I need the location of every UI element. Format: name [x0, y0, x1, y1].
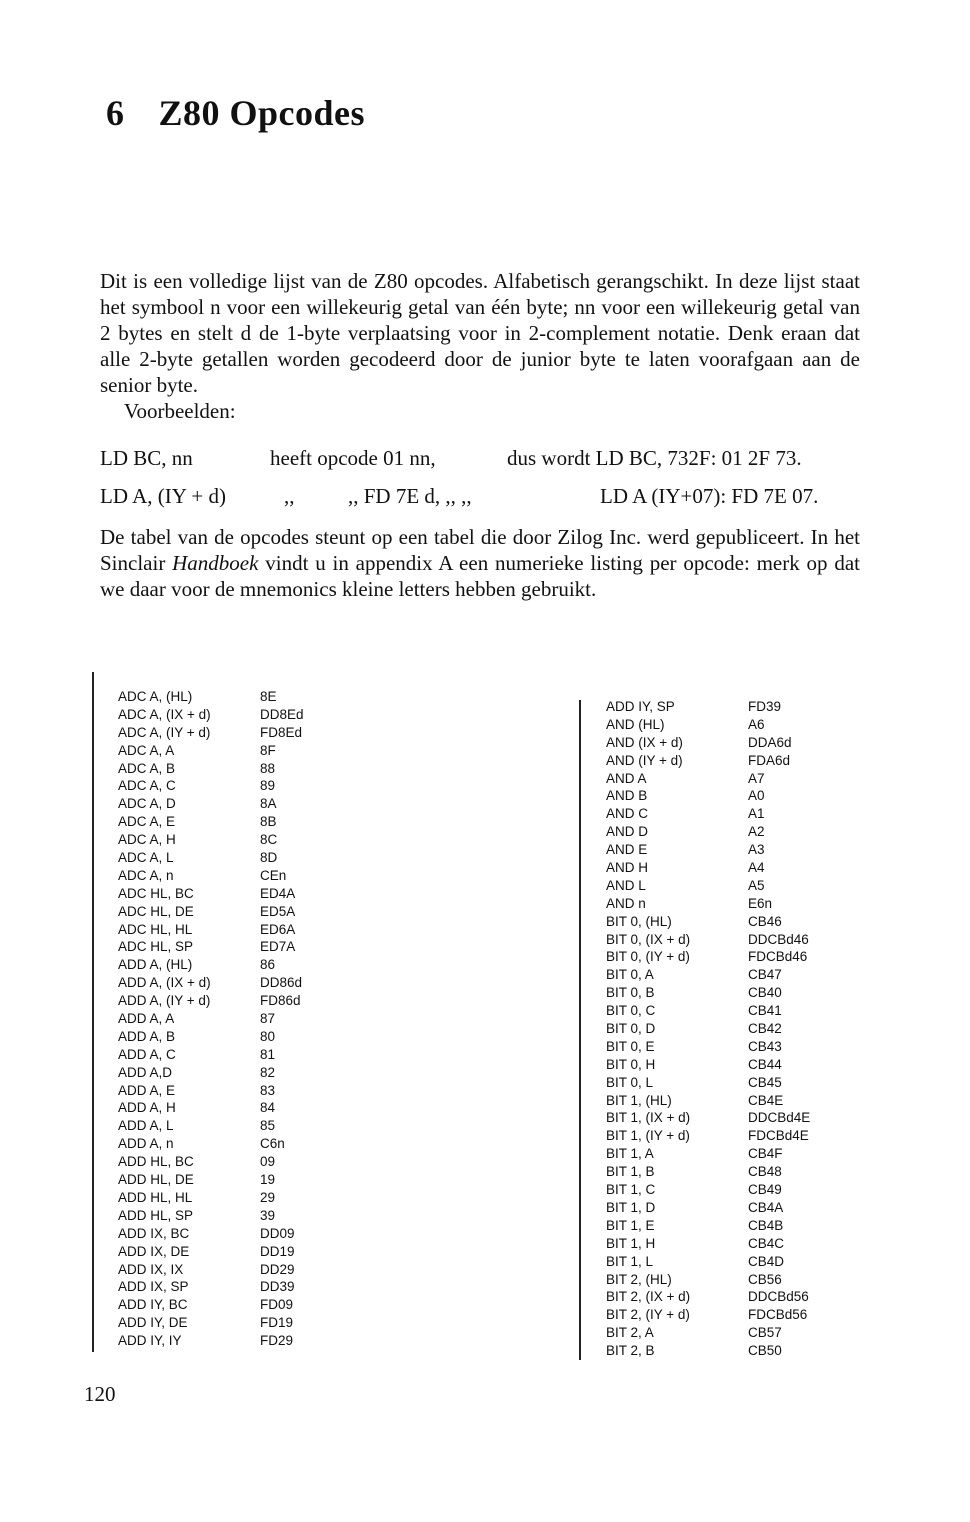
opcode-hex: 85 — [260, 1118, 276, 1134]
opcode-hex: E6n — [748, 895, 773, 911]
opcode-row — [118, 921, 304, 939]
opcode-hex: CB45 — [748, 1074, 782, 1090]
outro-paragraph — [100, 524, 860, 602]
example-instruction: LD A, (IY + d) — [100, 484, 226, 508]
opcode-row — [118, 760, 304, 778]
opcode-row — [118, 831, 304, 849]
opcode-row — [606, 1181, 810, 1199]
opcode-row — [118, 974, 304, 992]
opcode-hex: CB4D — [748, 1253, 785, 1269]
opcode-hex: CB4B — [748, 1217, 784, 1233]
opcode-mnemonic: ADD A, E — [118, 1082, 176, 1098]
opcode-row — [118, 849, 304, 867]
opcode-hex: FD86d — [260, 993, 301, 1009]
opcode-mnemonic: ADC A, A — [118, 742, 175, 758]
opcode-hex: FD29 — [260, 1333, 294, 1349]
opcode-mnemonic: ADD IX, SP — [118, 1279, 189, 1295]
chapter-title — [106, 92, 365, 134]
opcode-hex: CB4F — [748, 1146, 783, 1162]
opcode-row — [118, 1189, 304, 1207]
opcode-mnemonic: ADC HL, SP — [118, 939, 194, 955]
opcode-mnemonic: BIT 1, A — [606, 1146, 654, 1162]
opcode-hex: DD39 — [260, 1279, 295, 1295]
opcode-mnemonic: AND D — [606, 824, 649, 840]
opcode-row — [118, 1064, 304, 1082]
opcode-mnemonic: ADC A, (HL) — [118, 689, 193, 704]
opcode-hex: 19 — [260, 1172, 276, 1188]
opcode-hex: A7 — [748, 770, 765, 786]
opcode-hex: 39 — [260, 1207, 276, 1223]
opcode-hex: 83 — [260, 1082, 276, 1098]
opcode-mnemonic: ADD A, n — [118, 1136, 174, 1152]
opcode-row — [606, 1271, 810, 1289]
opcode-hex: CB4C — [748, 1235, 785, 1251]
opcode-mnemonic: BIT 1, L — [606, 1253, 654, 1269]
opcode-mnemonic: ADC HL, BC — [118, 885, 194, 901]
opcode-list-right — [606, 698, 810, 1360]
opcode-mnemonic: ADC HL, DE — [118, 903, 194, 919]
opcode-mnemonic: BIT 1, (IX + d) — [606, 1110, 691, 1126]
opcode-mnemonic: AND (IY + d) — [606, 752, 683, 768]
opcode-mnemonic: AND (HL) — [606, 716, 665, 732]
opcode-hex: 82 — [260, 1064, 276, 1080]
opcode-row — [118, 795, 304, 813]
opcode-row — [606, 859, 810, 877]
opcode-row — [118, 903, 304, 921]
opcode-hex: A0 — [748, 788, 765, 804]
opcode-mnemonic: ADD IY, DE — [118, 1315, 188, 1331]
examples-label: Voorbeelden: — [124, 399, 236, 423]
opcode-hex: ED6A — [260, 921, 296, 937]
opcode-mnemonic: ADC A, n — [118, 867, 174, 883]
opcode-mnemonic: ADC A, C — [118, 778, 176, 794]
opcode-mnemonic: ADC A, D — [118, 796, 176, 812]
opcode-row — [606, 1074, 810, 1092]
opcode-row — [118, 724, 304, 742]
opcode-hex: 8E — [260, 689, 277, 704]
opcode-row — [606, 770, 810, 788]
opcode-mnemonic: ADD A,D — [118, 1064, 173, 1080]
opcode-mnemonic: BIT 0, H — [606, 1056, 656, 1072]
opcode-mnemonic: ADD A, (IX + d) — [118, 975, 211, 991]
chapter-number: 6 — [106, 93, 125, 133]
opcode-hex: ED4A — [260, 885, 296, 901]
opcode-hex: 80 — [260, 1028, 276, 1044]
opcode-hex: DDA6d — [748, 734, 792, 750]
opcode-row — [606, 984, 810, 1002]
opcode-hex: CB44 — [748, 1056, 782, 1072]
opcode-row — [606, 1056, 810, 1074]
outro-text: De tabel van de opcodes steunt op een tabel die door Zilog Inc. werd gepubliceert. In het Sinclair — [100, 525, 860, 575]
opcode-row — [606, 787, 810, 805]
opcode-hex: CB41 — [748, 1003, 782, 1019]
opcode-row — [118, 1207, 304, 1225]
opcode-row — [606, 1092, 810, 1110]
opcode-hex: 87 — [260, 1011, 276, 1027]
chapter-title-text: Z80 Opcodes — [158, 93, 366, 133]
opcode-mnemonic: ADD IY, IY — [118, 1333, 182, 1349]
opcode-mnemonic: ADC HL, HL — [118, 921, 193, 937]
opcode-row — [606, 1002, 810, 1020]
opcode-row — [606, 1342, 810, 1360]
opcode-hex: FDCBd4E — [748, 1128, 809, 1144]
opcode-mnemonic: ADC A, L — [118, 850, 174, 866]
opcode-row — [606, 841, 810, 859]
opcode-mnemonic: AND C — [606, 806, 649, 822]
opcode-hex: CB40 — [748, 985, 782, 1001]
opcode-row — [606, 698, 810, 716]
opcode-mnemonic: AND A — [606, 770, 647, 786]
opcode-mnemonic: ADD HL, BC — [118, 1154, 194, 1170]
opcode-mnemonic: ADD HL, SP — [118, 1207, 194, 1223]
opcode-row — [606, 805, 810, 823]
opcode-hex: CB48 — [748, 1164, 782, 1180]
opcode-hex: CB47 — [748, 967, 782, 983]
opcode-mnemonic: BIT 0, E — [606, 1038, 655, 1054]
example-description: heeft opcode 01 nn, — [270, 446, 436, 470]
opcode-mnemonic: BIT 0, L — [606, 1074, 654, 1090]
opcode-mnemonic: AND H — [606, 860, 649, 876]
example-row-2 — [100, 484, 862, 512]
opcode-hex: A5 — [748, 877, 765, 893]
opcode-row — [118, 1028, 304, 1046]
opcode-hex: FDA6d — [748, 752, 791, 768]
opcode-row — [118, 1314, 304, 1332]
opcode-hex: CB43 — [748, 1038, 782, 1054]
opcode-hex: C6n — [260, 1136, 285, 1152]
opcode-hex: DD19 — [260, 1243, 295, 1259]
opcode-row — [118, 867, 304, 885]
opcode-mnemonic: AND (IX + d) — [606, 734, 683, 750]
opcode-hex: A6 — [748, 716, 765, 732]
opcode-mnemonic: ADD A, B — [118, 1028, 176, 1044]
opcode-mnemonic: BIT 1, B — [606, 1164, 655, 1180]
opcode-hex: 81 — [260, 1046, 276, 1062]
opcode-hex: 8A — [260, 796, 277, 812]
opcode-hex: FDCBd46 — [748, 949, 808, 965]
opcode-row — [118, 938, 304, 956]
opcode-hex: 8C — [260, 832, 278, 848]
opcode-mnemonic: BIT 0, B — [606, 985, 655, 1001]
opcode-hex: CB4E — [748, 1092, 784, 1108]
example-instruction: LD BC, nn — [100, 446, 193, 470]
opcode-mnemonic: ADD A, C — [118, 1046, 176, 1062]
opcode-row — [118, 688, 304, 706]
opcode-mnemonic: BIT 0, (IX + d) — [606, 931, 691, 947]
opcode-mnemonic: BIT 2, B — [606, 1343, 655, 1359]
opcode-row — [606, 1199, 810, 1217]
opcode-hex: FD39 — [748, 699, 782, 714]
opcode-row — [606, 752, 810, 770]
example-result: dus wordt LD BC, 732F: 01 2F 73. — [507, 446, 802, 470]
opcode-row — [606, 716, 810, 734]
opcode-hex: CB57 — [748, 1325, 782, 1341]
opcode-row — [118, 777, 304, 795]
opcode-hex: 84 — [260, 1100, 276, 1116]
opcode-mnemonic: ADC A, (IY + d) — [118, 724, 211, 740]
opcode-row — [606, 1109, 810, 1127]
opcode-row — [606, 823, 810, 841]
opcode-mnemonic: BIT 0, C — [606, 1003, 656, 1019]
opcode-hex: 89 — [260, 778, 276, 794]
opcode-hex: 86 — [260, 957, 276, 973]
opcode-mnemonic: BIT 0, D — [606, 1021, 656, 1037]
opcode-hex: CB50 — [748, 1343, 782, 1359]
opcode-mnemonic: ADD HL, HL — [118, 1189, 193, 1205]
opcode-row — [118, 1117, 304, 1135]
opcode-hex: 8F — [260, 742, 276, 758]
opcode-row — [606, 913, 810, 931]
opcode-mnemonic: BIT 1, (HL) — [606, 1092, 672, 1108]
example-row-1 — [100, 446, 862, 474]
opcode-mnemonic: BIT 1, C — [606, 1182, 656, 1198]
opcode-row — [118, 1135, 304, 1153]
opcode-mnemonic: ADD IY, BC — [118, 1297, 188, 1313]
opcode-mnemonic: BIT 2, A — [606, 1325, 654, 1341]
opcode-hex: CEn — [260, 867, 287, 883]
opcode-row — [118, 1278, 304, 1296]
opcode-row — [118, 992, 304, 1010]
opcode-row — [118, 1332, 304, 1350]
opcode-hex: CB46 — [748, 913, 782, 929]
opcode-hex: 88 — [260, 760, 276, 776]
opcode-hex: CB4A — [748, 1199, 784, 1215]
opcode-hex: CB49 — [748, 1182, 782, 1198]
opcode-row — [606, 895, 810, 913]
opcode-row — [606, 1306, 810, 1324]
opcode-mnemonic: ADC A, B — [118, 760, 176, 776]
opcode-row — [118, 1099, 304, 1117]
opcode-hex: 29 — [260, 1189, 276, 1205]
opcode-row — [118, 706, 304, 724]
opcode-hex: FD8Ed — [260, 724, 303, 740]
opcode-row — [118, 1296, 304, 1314]
opcode-row — [118, 1153, 304, 1171]
opcode-hex: FDCBd56 — [748, 1307, 808, 1323]
opcode-hex: DD86d — [260, 975, 303, 991]
opcode-hex: FD19 — [260, 1315, 294, 1331]
opcode-mnemonic: ADD A, A — [118, 1011, 175, 1027]
column-rule-right — [579, 700, 581, 1360]
opcode-mnemonic: ADC A, (IX + d) — [118, 706, 211, 722]
opcode-row — [606, 931, 810, 949]
example-result: LD A (IY+07): FD 7E 07. — [600, 484, 819, 508]
opcode-row — [606, 1324, 810, 1342]
opcode-hex: DD8Ed — [260, 706, 304, 722]
opcode-mnemonic: BIT 1, E — [606, 1217, 655, 1233]
opcode-mnemonic: BIT 1, D — [606, 1199, 656, 1215]
opcode-mnemonic: BIT 2, (IY + d) — [606, 1307, 690, 1323]
opcode-hex: DD29 — [260, 1261, 295, 1277]
outro-text: vindt u in appendix A een numerieke listing per opcode: merk op dat we daar voor de mnemonics kleine letters hebben gebruikt. — [100, 551, 860, 601]
opcode-mnemonic: BIT 0, A — [606, 967, 654, 983]
opcode-mnemonic: AND n — [606, 895, 646, 911]
outro-italic: Handboek — [172, 551, 259, 575]
opcode-row — [118, 956, 304, 974]
opcode-mnemonic: ADD A, (IY + d) — [118, 993, 211, 1009]
opcode-hex: CB42 — [748, 1021, 782, 1037]
opcode-mnemonic: BIT 2, (HL) — [606, 1271, 672, 1287]
opcode-row — [118, 1010, 304, 1028]
opcode-mnemonic: ADC A, E — [118, 814, 176, 830]
opcode-row — [606, 966, 810, 984]
opcode-hex: A4 — [748, 860, 765, 876]
opcode-mnemonic: ADD A, L — [118, 1118, 174, 1134]
opcode-mnemonic: BIT 2, (IX + d) — [606, 1289, 691, 1305]
opcode-row — [118, 1171, 304, 1189]
opcode-hex: 09 — [260, 1154, 276, 1170]
opcode-hex: FD09 — [260, 1297, 294, 1313]
opcode-row — [606, 1217, 810, 1235]
opcode-mnemonic: BIT 1, (IY + d) — [606, 1128, 690, 1144]
opcode-row — [118, 1046, 304, 1064]
opcode-row — [118, 885, 304, 903]
opcode-hex: 8B — [260, 814, 277, 830]
opcode-row — [118, 1261, 304, 1279]
opcode-hex: 8D — [260, 850, 278, 866]
opcode-mnemonic: ADD IY, SP — [606, 699, 675, 714]
opcode-mnemonic: BIT 0, (HL) — [606, 913, 672, 929]
opcode-mnemonic: ADD IX, DE — [118, 1243, 190, 1259]
opcode-mnemonic: ADD IX, IX — [118, 1261, 184, 1277]
opcode-row — [118, 1225, 304, 1243]
opcode-row — [606, 877, 810, 895]
opcode-row — [606, 1020, 810, 1038]
opcode-hex: A2 — [748, 824, 765, 840]
opcode-row — [606, 1038, 810, 1056]
opcode-row — [606, 1127, 810, 1145]
opcode-row — [606, 1145, 810, 1163]
example-ditto: ,, — [284, 484, 295, 508]
opcode-mnemonic: ADD A, (HL) — [118, 957, 193, 973]
opcode-mnemonic: AND L — [606, 877, 646, 893]
opcode-hex: DDCBd46 — [748, 931, 809, 947]
opcode-hex: DDCBd56 — [748, 1289, 809, 1305]
opcode-row — [606, 1253, 810, 1271]
opcode-hex: A1 — [748, 806, 765, 822]
opcode-row — [606, 948, 810, 966]
opcode-hex: ED5A — [260, 903, 296, 919]
opcode-row — [606, 1288, 810, 1306]
opcode-mnemonic: ADC A, H — [118, 832, 176, 848]
opcode-row — [118, 813, 304, 831]
opcode-mnemonic: ADD IX, BC — [118, 1225, 190, 1241]
opcode-hex: DD09 — [260, 1225, 295, 1241]
opcode-row — [118, 742, 304, 760]
opcode-row — [118, 1082, 304, 1100]
page-number: 120 — [84, 1382, 116, 1406]
opcode-row — [118, 1243, 304, 1261]
opcode-mnemonic: AND B — [606, 788, 648, 804]
opcode-mnemonic: BIT 0, (IY + d) — [606, 949, 690, 965]
opcode-row — [606, 1235, 810, 1253]
intro-paragraph: Dit is een volledige lijst van de Z80 opcodes. Alfabetisch gerangschikt. In deze lijst staat het symbool n voor een willekeurig getal van één byte; nn voor een willekeurig getal van 2 bytes en stelt d de 1-byte verplaatsing voor in 2-complement notatie. Denk eraan dat alle 2-byte getallen worden gecodeerd door de junior byte te laten voorafgaan aan de senior byte. — [100, 269, 860, 397]
example-middle: ,, FD 7E d, ,, ,, — [348, 484, 472, 508]
opcode-mnemonic: ADD HL, DE — [118, 1172, 194, 1188]
opcode-hex: DDCBd4E — [748, 1110, 811, 1126]
opcode-hex: ED7A — [260, 939, 296, 955]
opcode-row — [606, 1163, 810, 1181]
opcode-mnemonic: ADD A, H — [118, 1100, 176, 1116]
opcode-mnemonic: BIT 1, H — [606, 1235, 656, 1251]
opcode-hex: CB56 — [748, 1271, 782, 1287]
opcode-list-left — [118, 688, 304, 1350]
opcode-row — [606, 734, 810, 752]
opcode-hex: A3 — [748, 842, 765, 858]
opcode-mnemonic: AND E — [606, 842, 648, 858]
column-rule-left — [92, 672, 94, 1352]
